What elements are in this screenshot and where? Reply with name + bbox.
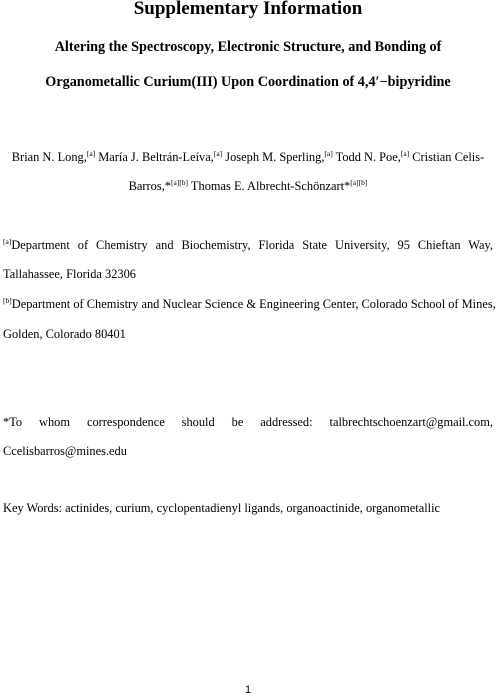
affiliation-b-line-2: Golden, Colorado 80401	[3, 327, 126, 341]
author-name: Brian N. Long,	[11, 150, 87, 164]
correspondence-line-2: Ccelisbarros@mines.edu	[3, 444, 127, 458]
author-name: Thomas E. Albrecht-Schönzart*	[188, 179, 351, 193]
affiliation-a-line-1	[3, 237, 493, 253]
correspondence-line-1: *To whom correspondence should be addressed: talbrechtschoenzart@gmail.com,	[3, 415, 493, 429]
author-name: Todd N. Poe,	[332, 150, 401, 164]
paper-title-line-1: Altering the Spectroscopy, Electronic Structure, and Bonding of	[54, 39, 442, 55]
keywords: Key Words: actinides, curium, cyclopentadienyl ligands, organoactinide, organometallic	[3, 501, 441, 515]
author-affiliation-marker: [a]	[324, 149, 333, 158]
author-name: María J. Beltrán-Leíva,	[95, 150, 214, 164]
affiliation-marker: [a]	[3, 237, 12, 246]
author-affiliation-marker: [a]	[400, 149, 410, 158]
affiliation-a-line-2: Tallahassee, Florida 32306	[3, 267, 136, 281]
paper-title-line-2: Organometallic Curium(III) Upon Coordination of 4,4′−bipyridine	[45, 74, 451, 90]
author-list-line-1	[0, 149, 496, 165]
author-name: Cristian Celis-	[409, 150, 485, 164]
author-list-line-2	[0, 178, 496, 194]
author-name: Joseph M. Sperling,	[222, 150, 325, 164]
affiliation-text: Department of Chemistry and Nuclear Science & Engineering Center, Colorado School of Mines,	[11, 297, 496, 311]
document-title: Supplementary Information	[133, 0, 363, 19]
author-affiliation-marker: [a][b]	[170, 178, 189, 187]
affiliation-b-line-1	[3, 296, 496, 312]
author-name: Barros,*	[128, 179, 171, 193]
page-number: 1	[244, 684, 252, 696]
author-affiliation-marker: [a]	[213, 149, 223, 158]
author-affiliation-marker: [a]	[86, 149, 96, 158]
affiliation-text: Department of Chemistry and Biochemistry, Florida State University, 95 Chieftan Way,	[11, 238, 493, 252]
affiliation-marker: [b]	[3, 296, 12, 305]
author-affiliation-marker: [a][b]	[350, 178, 368, 187]
